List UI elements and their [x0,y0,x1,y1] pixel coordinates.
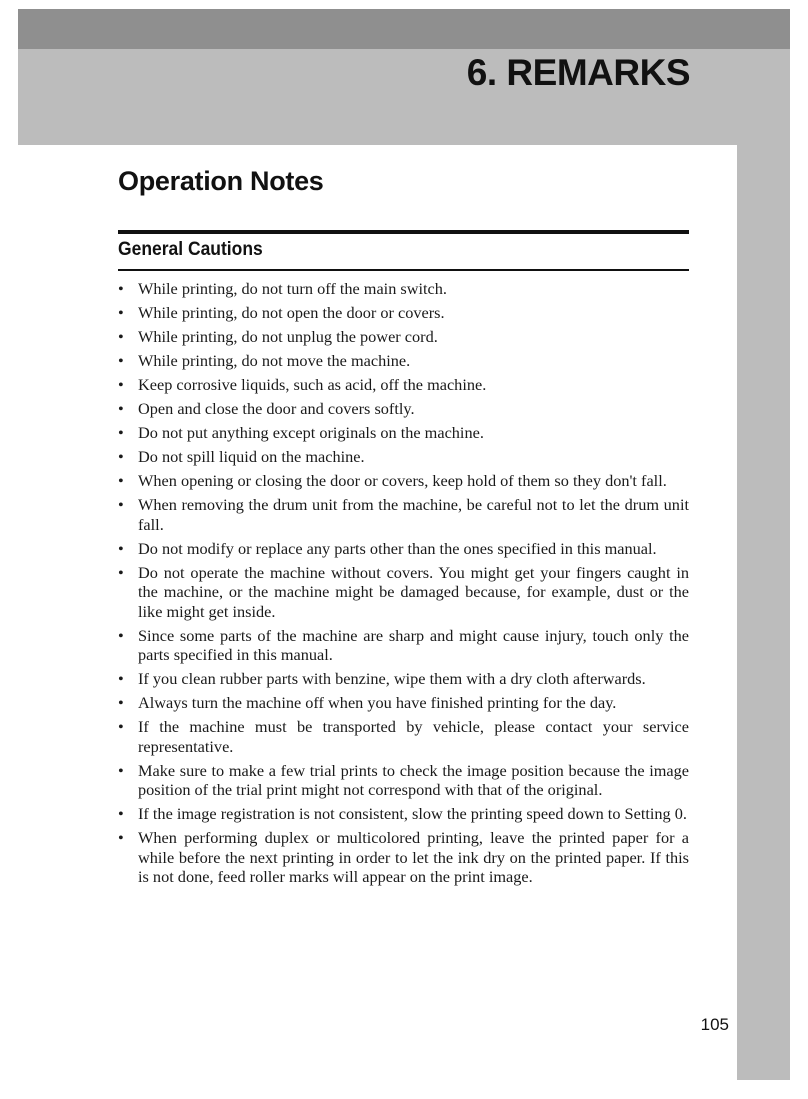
list-item: • Do not put anything except originals on the machine. [118,423,689,443]
title-rule [118,230,689,234]
list-item: • Make sure to make a few trial prints to check the image position because the image position of the trial print might not correspond with that of the original. [118,761,689,800]
list-item: • While printing, do not turn off the main switch. [118,279,689,299]
side-tab-band [737,145,790,1080]
header-band-dark [18,9,790,49]
list-item: • Open and close the door and covers softly. [118,399,689,419]
list-item: • When opening or closing the door or covers, keep hold of them so they don't fall. [118,471,689,491]
list-item: • While printing, do not unplug the power cord. [118,327,689,347]
page-title: Operation Notes [118,166,324,196]
list-item: • Do not spill liquid on the machine. [118,447,689,467]
list-item: • If the machine must be transported by vehicle, please contact your service representative. [118,717,689,756]
section-rule [118,269,689,271]
list-item: • Since some parts of the machine are sharp and might cause injury, touch only the parts specified in this manual. [118,626,689,665]
list-item: • If the image registration is not consistent, slow the printing speed down to Setting 0. [118,804,689,824]
cautions-list [118,279,689,891]
chapter-title: 6. REMARKS [466,52,690,93]
list-item: • Do not operate the machine without covers. You might get your fingers caught in the machine, or the machine might be damaged because, for example, dust or the like might get inside. [118,563,689,622]
list-item: • While printing, do not move the machine. [118,351,689,371]
page-number: 105 [700,1015,729,1034]
list-item: • While printing, do not open the door or covers. [118,303,689,323]
list-item: • Do not modify or replace any parts other than the ones specified in this manual. [118,539,689,559]
section-heading: General Cautions [118,239,263,260]
list-item: • Keep corrosive liquids, such as acid, off the machine. [118,375,689,395]
list-item: • Always turn the machine off when you have finished printing for the day. [118,693,689,713]
list-item: • When removing the drum unit from the machine, be careful not to let the drum unit fall. [118,495,689,534]
list-item: • If you clean rubber parts with benzine, wipe them with a dry cloth afterwards. [118,669,689,689]
list-item: • When performing duplex or multicolored printing, leave the printed paper for a while before the next printing in order to let the ink dry on the printed paper. If this is not done, feed roller marks will appear on the print image. [118,828,689,887]
